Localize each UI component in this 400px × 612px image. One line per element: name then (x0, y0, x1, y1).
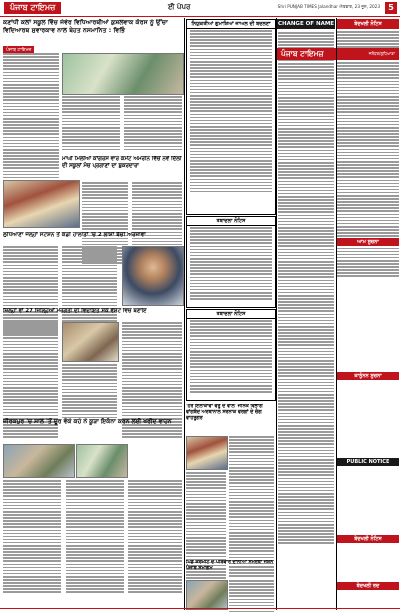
footer-rule (0, 608, 400, 609)
classifieds-brand-strip (277, 48, 399, 60)
second-headline: ਮਾਘੀ ਮਿਲੀਆਂ ਕਾਂਗਰਸ ਵਾਰ ਕੋਮੈਂਟ ਅਮਰੀਨ ਵਿੱਚੋਂ ਨਵੇਂ ਦਿੱਲੀ ਦੀ ਸਕੂਲਾਂ ਮੰਚ ਪ੍ਰਗਾਣਾਂ ਦਾ ਬੁਕਰਦਾਰਾ (62, 156, 182, 169)
page-number: 5 (385, 2, 397, 14)
column-rule-3 (336, 18, 337, 610)
public-notice-head: PUBLIC NOTICE (337, 458, 399, 466)
right-head-bar: ਬੇਦਖਲੀ ਨੋਟਿਸ (337, 19, 399, 29)
mid-headline: 'ਹਰ ਇਲਾਕਾਵਾਂ ਵੇਰੂ ਦੇ ਵਾਲ' ਜਨਿਕ ਵਿਭਾਗ ਵਾਂਗਬੰਦ ਅਰਥਾਨਾਲ ਸਰਨਾਕ ਵਰਗਾਂ ਦੇ ਚੰਗ ਵਾਹਰੂਗਰ (186, 404, 263, 421)
mid-body-col-1 (229, 436, 274, 578)
section-tag: ਪੰਜਾਬ ਟਾਇਮਜ਼ (3, 46, 34, 54)
notice-box-2-title: ਤਬਾਦਲਾ ਨੋਟਿਸ (187, 217, 275, 226)
aam-soochna-head: ਆਮ ਸੂਚਨਾ (337, 238, 399, 246)
fourth-body-col-2 (62, 364, 117, 420)
bottom-right-headline: ਪਿੰਡ ਕਰਮੀਟ ਦੇ ਪਰਿਵਾਰ ਦਾਨੀਆ ਸਮਰੱਥਾ ਜੋਸ਼ਨ ਪੰਜਾਬ ਸਮਾਗਮ (186, 560, 274, 571)
column-rule-1 (184, 18, 185, 610)
notice-box-1-body (190, 30, 272, 194)
dateline: Shri PUNJAB TIMES Jalandhar ਐਤਵਾਰ, 23 ਜੂਨ, 2023 (277, 4, 380, 9)
second-article (62, 156, 182, 176)
classifieds-brand: ਪੰਜਾਬ ਟਾਇਮਜ਼ (281, 49, 324, 58)
notice-box-3 (186, 309, 276, 401)
bottom-right-article (186, 560, 274, 578)
third-article (3, 232, 183, 242)
notice-box-1 (186, 19, 276, 215)
bottom-body-col-3 (128, 480, 182, 594)
classifieds-brand-sub: ਜਲੰਧਰ/ਲੁਧਿਆਣਾ (368, 51, 395, 56)
lead-headline: ਕਣਾਂਧੀ ਕਲਾਂ ਸਕੂਲ ਵਿੱਚ ਜੇਵੇਰ ਵਿਧਿਆਰਥੀਆਂ ਕੁਸ਼ਲਵਾਕ ਕੋਰਸ ਨੂੰ ਉੱਚਾ ਵਿਦਿਆਰਥ ਸੁਵਾਰਕਾਵ ਨਾਲ ਬੇਹਤ ਨਸਮਾਨਿਤ : ਵਿਭਿੰ (3, 19, 168, 34)
page-header (0, 0, 400, 17)
bottom-headline: ਜ਼ੀਰਕਪੁਰ 'ਚ ਸਾਲ 'ਤੋਂ ਦੂਰ ਵੱਕੇ ਕਹੇ ਨੇ ਕੂੜਾ ਇਕੱਨਾ ਕਰਨ ਲਈ ਖਰੀਦ ਵਾਹਨ (3, 418, 172, 425)
fourth-headline: ਜ਼ਿਲ੍ਹਾਂ ਵਾਂ 27 ਜਿਲ੍ਹਿਆਂ ਮਰਗਤੀ ਦੀ ਵਿਦਾਇਤ ਸਕੇ ਵੇਸਟੇ ਵਿਚ ਬਣਾਇ (3, 308, 147, 314)
mid-photo (186, 436, 228, 470)
notice-box-3-title: ਤਬਾਦਲਾ ਨੋਟਿਸ (187, 310, 275, 319)
lead-body-col-2 (62, 96, 120, 152)
lead-body-col-3 (124, 96, 182, 152)
second-photo (3, 180, 80, 228)
bottom-body-col-2 (66, 480, 124, 594)
classified-col-1 (278, 32, 334, 546)
edition-label: ਈ ਪੇਪਰ (168, 3, 191, 11)
notice-box-2 (186, 216, 276, 308)
notice-box-3-body (190, 320, 272, 394)
bottom-photo-1 (3, 444, 75, 478)
masthead-logo: ਪੰਜਾਬ ਟਾਇਮਜ਼ (4, 2, 61, 14)
kanooni-head: ਕਾਨੂੰਨਨ ਸੂਚਨਾ (337, 372, 399, 380)
notice-box-1-title: ਨਿਯੁਕਤੀਆਂ ਗੁਮਾਸ਼ਿਆਂ ਜਾਅਲ ਦੀ ਬਦਲਣਾ (187, 20, 275, 29)
bedakhli-2-head: ਬੇਦਖਲੀ ਨੋਟਿਸ (337, 535, 399, 543)
lead-photo (62, 53, 184, 95)
third-portrait-photo (122, 246, 184, 306)
notice-box-2-body (190, 227, 272, 301)
bedakhli-3-head: ਬੇਦਖਲੀ ਰਦ (337, 582, 399, 590)
bottom-right-photo (186, 580, 228, 610)
bottom-article (3, 418, 183, 440)
fourth-photo (62, 322, 119, 362)
column-rule-2 (276, 18, 277, 610)
mid-article (186, 404, 274, 432)
bottom-photo-2 (76, 444, 128, 478)
third-headline: ਲੁਧਿਆਣਾ ਜੇਲ੍ਹਾਂ ਸਟੇਸ਼ਨ ਤੋਂ ਕੰਡੀ ਹਾਲਾਤਾਂ 'ਚ 2 ਲਾਸ਼ਾਂ ਬੱਚੀ ਅਰਜਾਵਾ (3, 232, 146, 238)
fourth-article (3, 308, 183, 318)
change-of-name-title: CHANGE OF NAME (277, 21, 335, 27)
bottom-body-col-1 (3, 480, 61, 594)
